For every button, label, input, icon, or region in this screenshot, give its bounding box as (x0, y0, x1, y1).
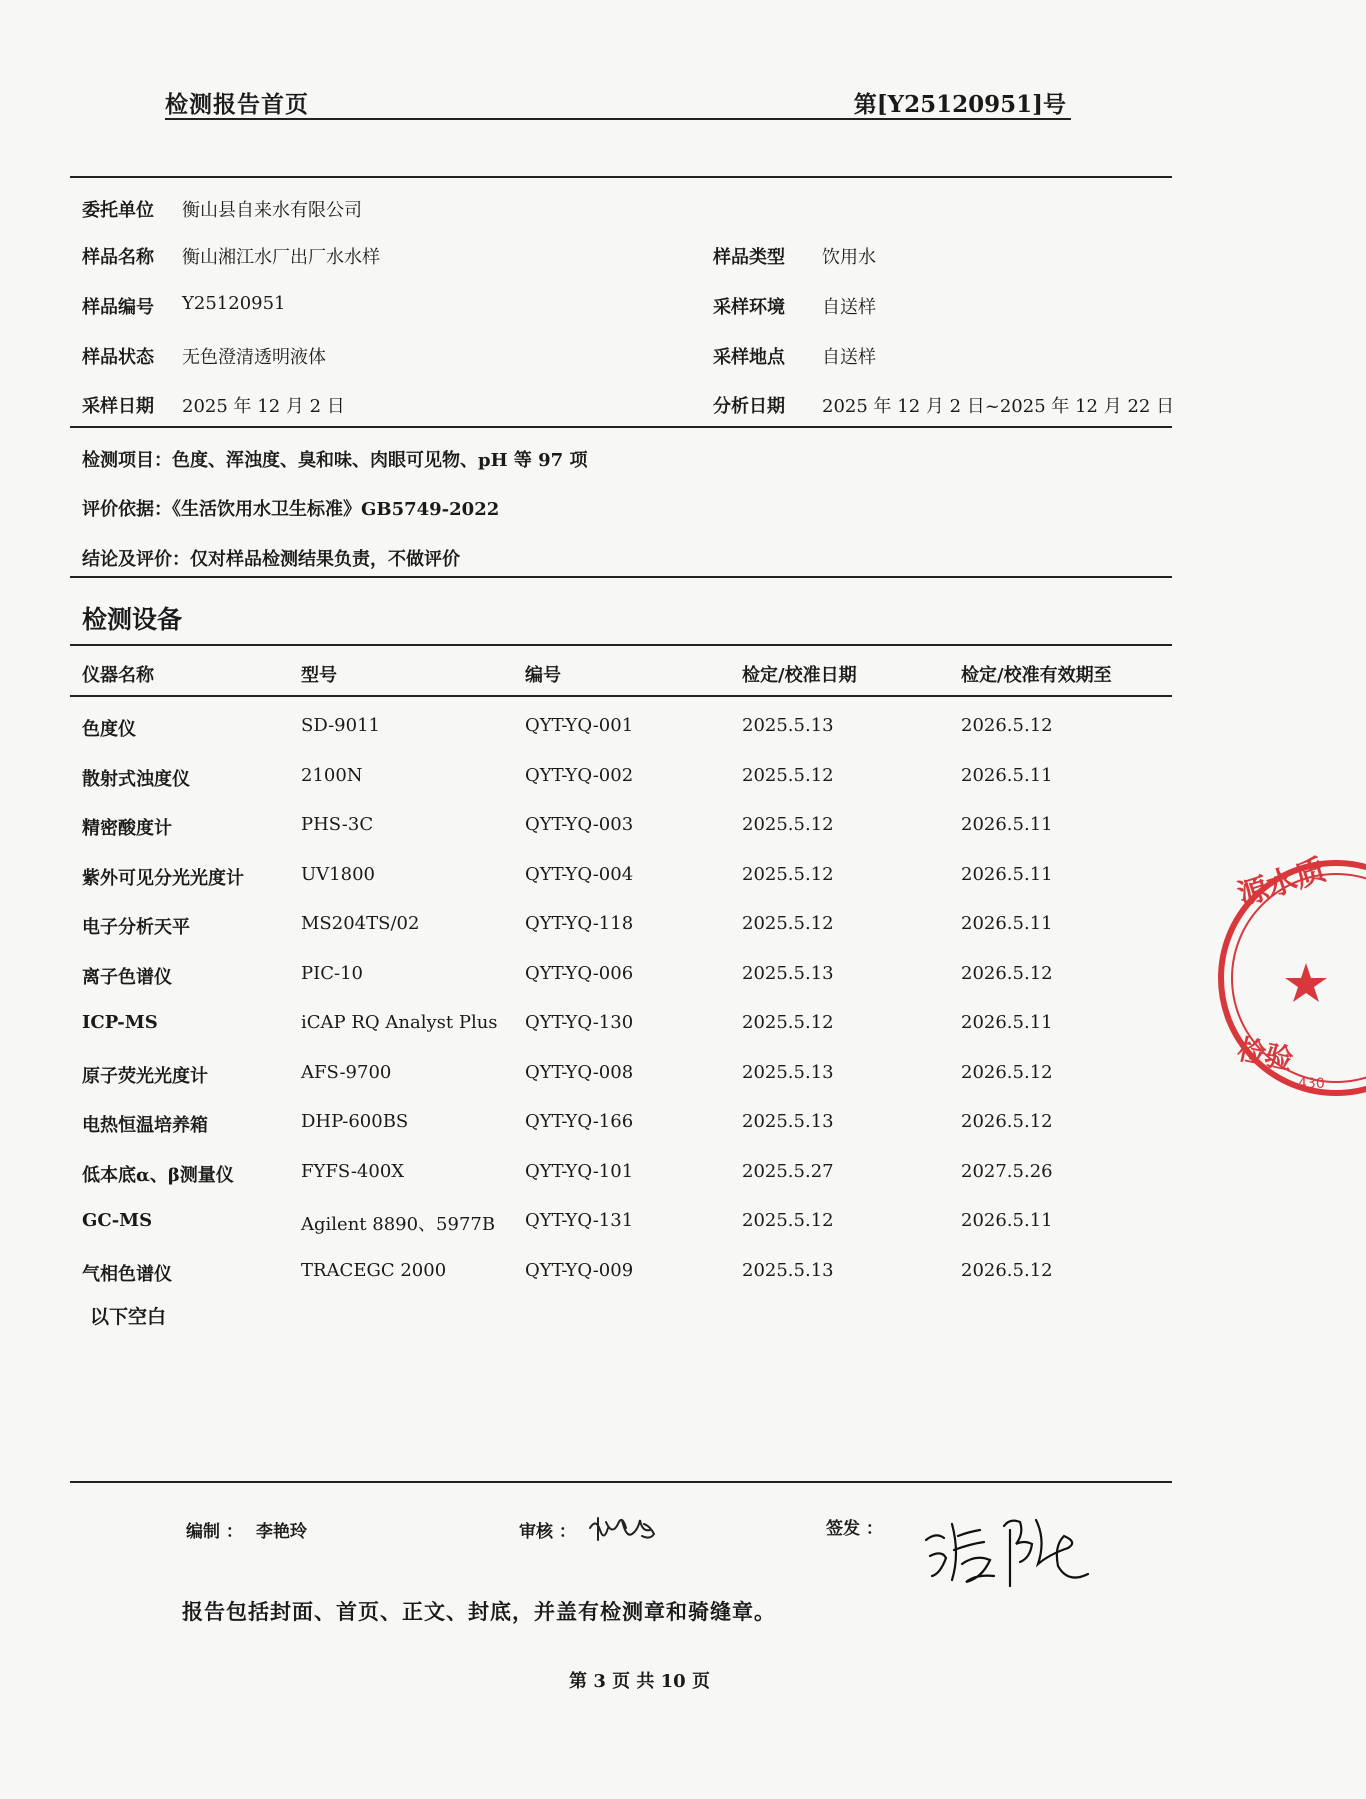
sampling-env-label: 采样环境 (713, 297, 785, 318)
cell-calibration-date: 2025.5.12 (742, 1012, 834, 1033)
col-header-valid-until: 检定/校准有效期至 (961, 665, 1112, 686)
cell-instrument: 电热恒温培养箱 (82, 1115, 208, 1136)
cell-calibration-date: 2025.5.13 (742, 1111, 834, 1132)
sampling-date-value: 2025 年 12 月 2 日 (182, 396, 345, 417)
report-composition-note: 报告包括封面、首页、正文、封底，并盖有检测章和骑缝章。 (182, 1599, 776, 1624)
cell-instrument: 色度仪 (82, 719, 136, 740)
conclusion: 结论及评价：仅对样品检测结果负责，不做评价 (82, 549, 460, 570)
table-header-rule (70, 695, 1172, 697)
cell-model: FYFS-400X (301, 1160, 405, 1182)
cell-calibration-date: 2025.5.12 (742, 1210, 834, 1231)
cell-valid-until: 2027.5.26 (961, 1160, 1053, 1182)
cell-model: PHS-3C (301, 814, 374, 835)
equipment-section-title: 检测设备 (82, 605, 183, 634)
sample-no-label: 样品编号 (82, 297, 154, 318)
cell-valid-until: 2026.5.11 (961, 913, 1053, 934)
cell-valid-until: 2026.5.11 (961, 814, 1053, 835)
cell-calibration-date: 2025.5.12 (742, 913, 834, 934)
col-header-instrument: 仪器名称 (82, 665, 154, 686)
cell-instrument: GC-MS (82, 1210, 153, 1231)
test-items: 检测项目：色度、浑浊度、臭和味、肉眼可见物、pH 等 97 项 (82, 450, 588, 471)
cell-valid-until: 2026.5.12 (961, 962, 1053, 984)
divider (70, 576, 1172, 578)
cell-id: QYT-YQ-101 (525, 1160, 634, 1182)
blank-below-note: 以下空白 (90, 1306, 167, 1328)
col-header-id: 编号 (525, 665, 561, 686)
cell-instrument: 原子荧光光度计 (82, 1065, 208, 1087)
cell-instrument: 散射式浊度仪 (82, 768, 190, 790)
cell-model: DHP-600BS (301, 1111, 409, 1132)
cell-model: SD-9011 (301, 715, 380, 736)
sample-state-value: 无色澄清透明液体 (182, 347, 326, 368)
sample-state-label: 样品状态 (82, 347, 154, 368)
client-label: 委托单位 (82, 200, 154, 221)
reviewer-signature (586, 1510, 666, 1550)
signature-divider (70, 1481, 1172, 1483)
sample-no-value: Y25120951 (182, 293, 286, 314)
sampling-site-label: 采样地点 (713, 347, 785, 368)
table-top-rule (70, 644, 1172, 646)
inspection-seal (1196, 848, 1366, 1110)
cell-calibration-date: 2025.5.13 (742, 1061, 834, 1083)
cell-id: QYT-YQ-118 (525, 913, 634, 934)
sample-type-label: 样品类型 (713, 247, 785, 268)
sampling-site-value: 自送样 (822, 347, 876, 368)
cell-valid-until: 2026.5.12 (961, 1259, 1053, 1281)
cell-model: 2100N (301, 764, 363, 786)
cell-id: QYT-YQ-008 (525, 1061, 634, 1083)
issued-by-label: 签发 ： (826, 1519, 883, 1539)
cell-id: QYT-YQ-006 (525, 962, 634, 984)
cell-calibration-date: 2025.5.13 (742, 962, 834, 984)
sample-name-value: 衡山湘江水厂出厂水水样 (182, 247, 380, 268)
col-header-model: 型号 (301, 665, 337, 686)
header-divider (165, 118, 1071, 120)
cell-calibration-date: 2025.5.27 (742, 1160, 834, 1182)
analysis-date-label: 分析日期 (713, 396, 785, 417)
cell-calibration-date: 2025.5.13 (742, 715, 834, 736)
cell-id: QYT-YQ-131 (525, 1210, 634, 1231)
seal-top-text: 源水质 (1233, 852, 1331, 914)
cell-id: QYT-YQ-166 (525, 1111, 634, 1132)
page-indicator: 第 3 页 共 10 页 (569, 1671, 710, 1692)
cell-calibration-date: 2025.5.12 (742, 863, 834, 885)
cell-valid-until: 2026.5.12 (961, 1061, 1053, 1083)
sample-name-label: 样品名称 (82, 247, 154, 268)
evaluation-basis: 评价依据：《生活饮用水卫生标准》GB5749-2022 (82, 499, 500, 520)
cell-valid-until: 2026.5.12 (961, 1111, 1053, 1132)
cell-id: QYT-YQ-004 (525, 863, 634, 885)
cell-instrument: ICP-MS (82, 1012, 158, 1033)
cell-model: MS204TS/02 (301, 913, 420, 934)
seal-number: 430 (1298, 1076, 1325, 1092)
cell-model: UV1800 (301, 863, 375, 885)
cell-instrument: 气相色谱仪 (82, 1263, 172, 1285)
compiled-by-name: 李艳玲 (256, 1522, 307, 1542)
cell-valid-until: 2026.5.11 (961, 863, 1053, 885)
client-value: 衡山县自来水有限公司 (182, 200, 362, 221)
cell-model: AFS-9700 (301, 1061, 392, 1083)
cell-model: TRACEGC 2000 (301, 1259, 447, 1281)
issuer-signature (918, 1500, 1108, 1590)
cell-calibration-date: 2025.5.12 (742, 764, 834, 786)
cell-valid-until: 2026.5.11 (961, 1210, 1053, 1231)
sampling-date-label: 采样日期 (82, 396, 154, 417)
report-number: 第[Y25120951]号 (853, 91, 1066, 118)
cell-calibration-date: 2025.5.12 (742, 814, 834, 835)
cell-valid-until: 2026.5.11 (961, 1012, 1053, 1033)
cell-instrument: 精密酸度计 (82, 818, 172, 839)
col-header-calibration-date: 检定/校准日期 (742, 665, 857, 686)
cell-id: QYT-YQ-130 (525, 1012, 634, 1033)
seal-bottom-text: 检验 (1234, 1032, 1297, 1077)
cell-model: iCAP RQ Analyst Plus (301, 1012, 498, 1033)
cell-id: QYT-YQ-002 (525, 764, 634, 786)
sample-type-value: 饮用水 (822, 247, 876, 268)
divider (70, 176, 1172, 178)
cell-instrument: 电子分析天平 (82, 917, 190, 938)
cell-model: Agilent 8890、5977B (301, 1214, 496, 1235)
reviewed-by-label: 审核 ： (519, 1522, 576, 1542)
cell-valid-until: 2026.5.12 (961, 715, 1053, 736)
analysis-date-value: 2025 年 12 月 2 日~2025 年 12 月 22 日 (822, 396, 1175, 417)
cell-model: PIC-10 (301, 962, 363, 984)
cell-calibration-date: 2025.5.13 (742, 1259, 834, 1281)
report-page-title: 检测报告首页 (165, 91, 309, 118)
compiled-by-label: 编制 ： (186, 1522, 243, 1542)
cell-id: QYT-YQ-001 (525, 715, 634, 736)
cell-instrument: 紫外可见分光光度计 (82, 867, 244, 889)
cell-instrument: 离子色谱仪 (82, 966, 172, 988)
sampling-env-value: 自送样 (822, 297, 876, 318)
cell-id: QYT-YQ-009 (525, 1259, 634, 1281)
cell-instrument: 低本底α、β测量仪 (82, 1164, 234, 1186)
cell-id: QYT-YQ-003 (525, 814, 634, 835)
divider (70, 426, 1172, 428)
cell-valid-until: 2026.5.11 (961, 764, 1053, 786)
